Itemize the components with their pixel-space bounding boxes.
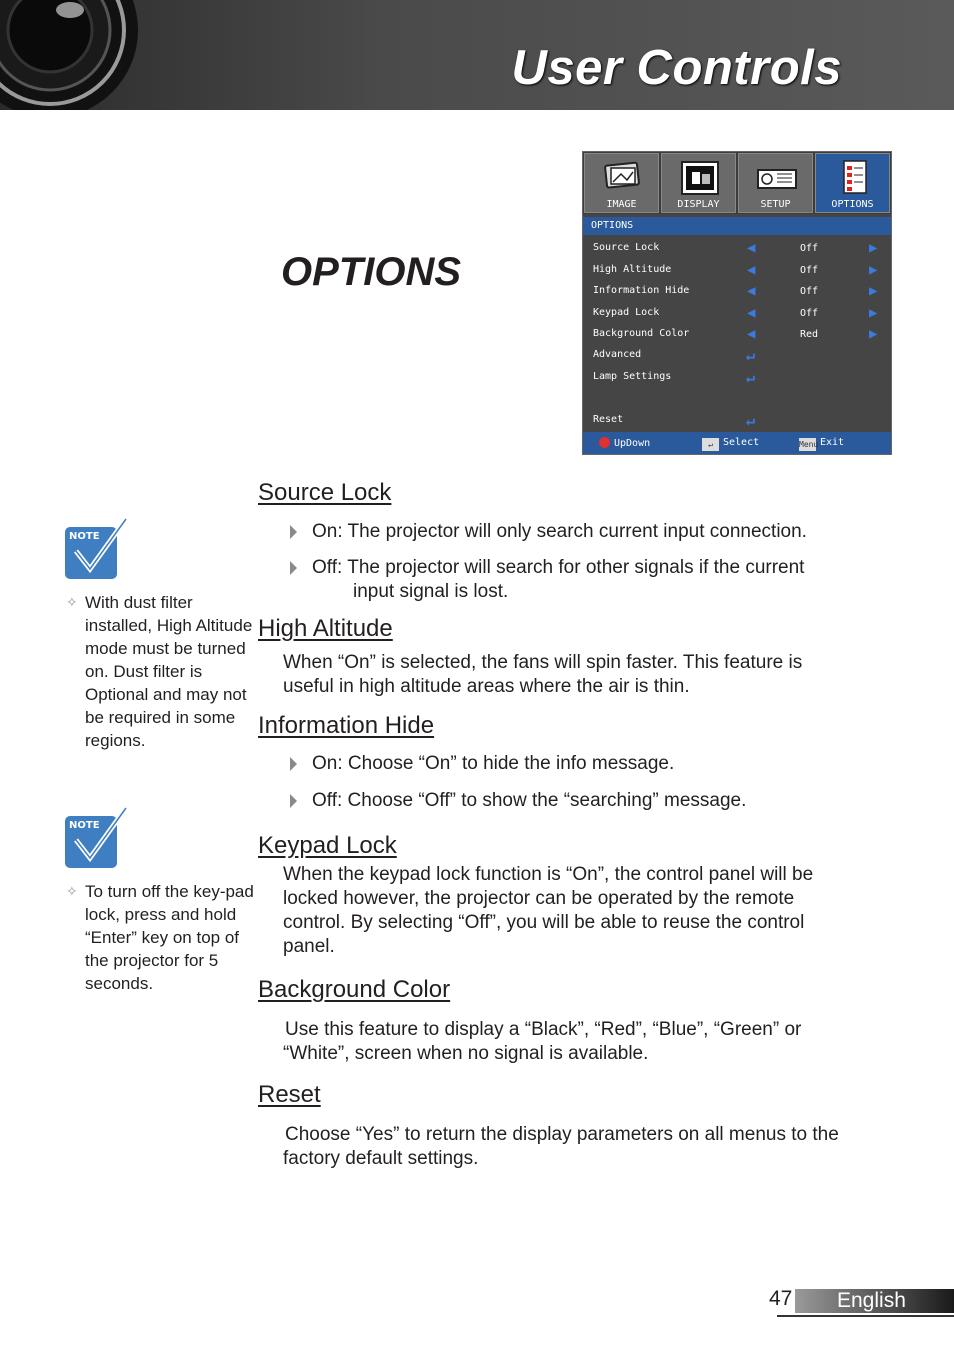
osd-tab-setup[interactable] <box>738 153 813 213</box>
osd-footer-select: ↵ Select <box>702 437 759 451</box>
osd-row-information-hide[interactable]: Information Hide ◀ Off ▶ <box>593 283 878 299</box>
osd-tab-bar <box>583 152 891 214</box>
right-arrow-icon: ▶ <box>869 305 878 321</box>
footer-rule <box>777 1315 954 1317</box>
osd-tab-image-label: IMAGE <box>606 199 637 210</box>
left-arrow-icon: ◀ <box>747 305 756 321</box>
left-arrow-icon: ◀ <box>747 240 756 256</box>
note-bullet-icon: ✧ <box>66 594 78 610</box>
osd-row-source-lock[interactable]: Source Lock ◀ Off ▶ <box>593 240 878 256</box>
svg-text:NOTE: NOTE <box>69 820 100 831</box>
osd-tab-options[interactable] <box>815 153 890 213</box>
svg-text:NOTE: NOTE <box>69 531 100 542</box>
menu-key-icon: Menu <box>799 440 819 449</box>
bullet-arrow-icon <box>290 794 297 808</box>
osd-panel-title: OPTIONS <box>583 217 891 235</box>
right-arrow-icon: ▶ <box>869 283 878 299</box>
page-number: 47 <box>769 1287 793 1310</box>
osd-row-advanced[interactable]: Advanced ↵ <box>593 346 756 364</box>
enter-icon: ↵ <box>746 346 756 364</box>
updown-key-icon <box>599 437 610 448</box>
osd-row-high-altitude[interactable]: High Altitude ◀ Off ▶ <box>593 262 878 278</box>
enter-icon: ↵ <box>746 411 756 429</box>
enter-key-icon: ↵ <box>702 438 719 451</box>
osd-row-lamp-settings[interactable]: Lamp Settings ↵ <box>593 368 756 386</box>
right-arrow-icon: ▶ <box>869 262 878 278</box>
left-arrow-icon: ◀ <box>747 326 756 342</box>
bullet-arrow-icon <box>290 757 297 771</box>
osd-tab-image[interactable] <box>584 153 659 213</box>
osd-footer-updown: UpDown <box>599 437 650 449</box>
paragraph-high-altitude: When “On” is selected, the fans will spin faster. This feature is useful in high altitude areas where the air is thin. <box>283 652 803 697</box>
left-arrow-icon: ◀ <box>747 283 756 299</box>
heading-keypad-lock: Keypad Lock <box>258 832 397 859</box>
page-footer <box>769 1285 954 1319</box>
heading-source-lock: Source Lock <box>258 479 392 506</box>
page-header <box>0 0 954 110</box>
projector-lens-icon <box>0 0 140 110</box>
osd-tab-options-label: OPTIONS <box>831 199 874 210</box>
osd-row-keypad-lock[interactable]: Keypad Lock ◀ Off ▶ <box>593 305 878 321</box>
osd-footer-exit: Menu Exit <box>799 437 845 449</box>
heading-reset: Reset <box>258 1081 321 1108</box>
image-icon <box>603 160 643 196</box>
osd-tab-display[interactable] <box>661 153 736 213</box>
heading-background-color: Background Color <box>258 976 451 1003</box>
bullet-arrow-icon <box>290 561 297 575</box>
note-bullet-icon: ✧ <box>66 883 78 899</box>
bullet-arrow-icon <box>290 525 297 539</box>
osd-tab-display-label: DISPLAY <box>677 199 720 210</box>
osd-row-background-color[interactable]: Background Color ◀ Red ▶ <box>593 326 878 342</box>
osd-options-menu <box>582 151 892 455</box>
footer-language: English <box>837 1289 906 1312</box>
osd-row-reset[interactable]: Reset ↵ <box>593 411 756 429</box>
note-icon <box>64 806 128 870</box>
section-title: OPTIONS <box>281 250 462 294</box>
paragraph-keypad-lock: When the keypad lock function is “On”, the control panel will be locked however, the projector can be operated by the remote control. By selecting “Off”, you will be able to reuse the control panel. <box>283 864 814 957</box>
options-icon <box>834 160 874 196</box>
right-arrow-icon: ▶ <box>869 326 878 342</box>
display-icon <box>680 160 720 196</box>
heading-information-hide: Information Hide <box>258 712 435 739</box>
paragraph-background-color: Use this feature to display a “Black”, “Red”, “Blue”, “Green” or “White”, screen when no signal is available. <box>283 1019 802 1064</box>
left-arrow-icon: ◀ <box>747 262 756 278</box>
enter-icon: ↵ <box>746 368 756 386</box>
page-header-title: User Controls <box>511 41 842 95</box>
note-icon <box>64 517 128 581</box>
heading-high-altitude: High Altitude <box>258 615 393 642</box>
osd-tab-setup-label: SETUP <box>760 199 791 210</box>
setup-icon <box>757 160 797 196</box>
osd-footer <box>583 432 891 454</box>
right-arrow-icon: ▶ <box>869 240 878 256</box>
paragraph-reset: Choose “Yes” to return the display parameters on all menus to the factory default settings. <box>283 1124 839 1169</box>
